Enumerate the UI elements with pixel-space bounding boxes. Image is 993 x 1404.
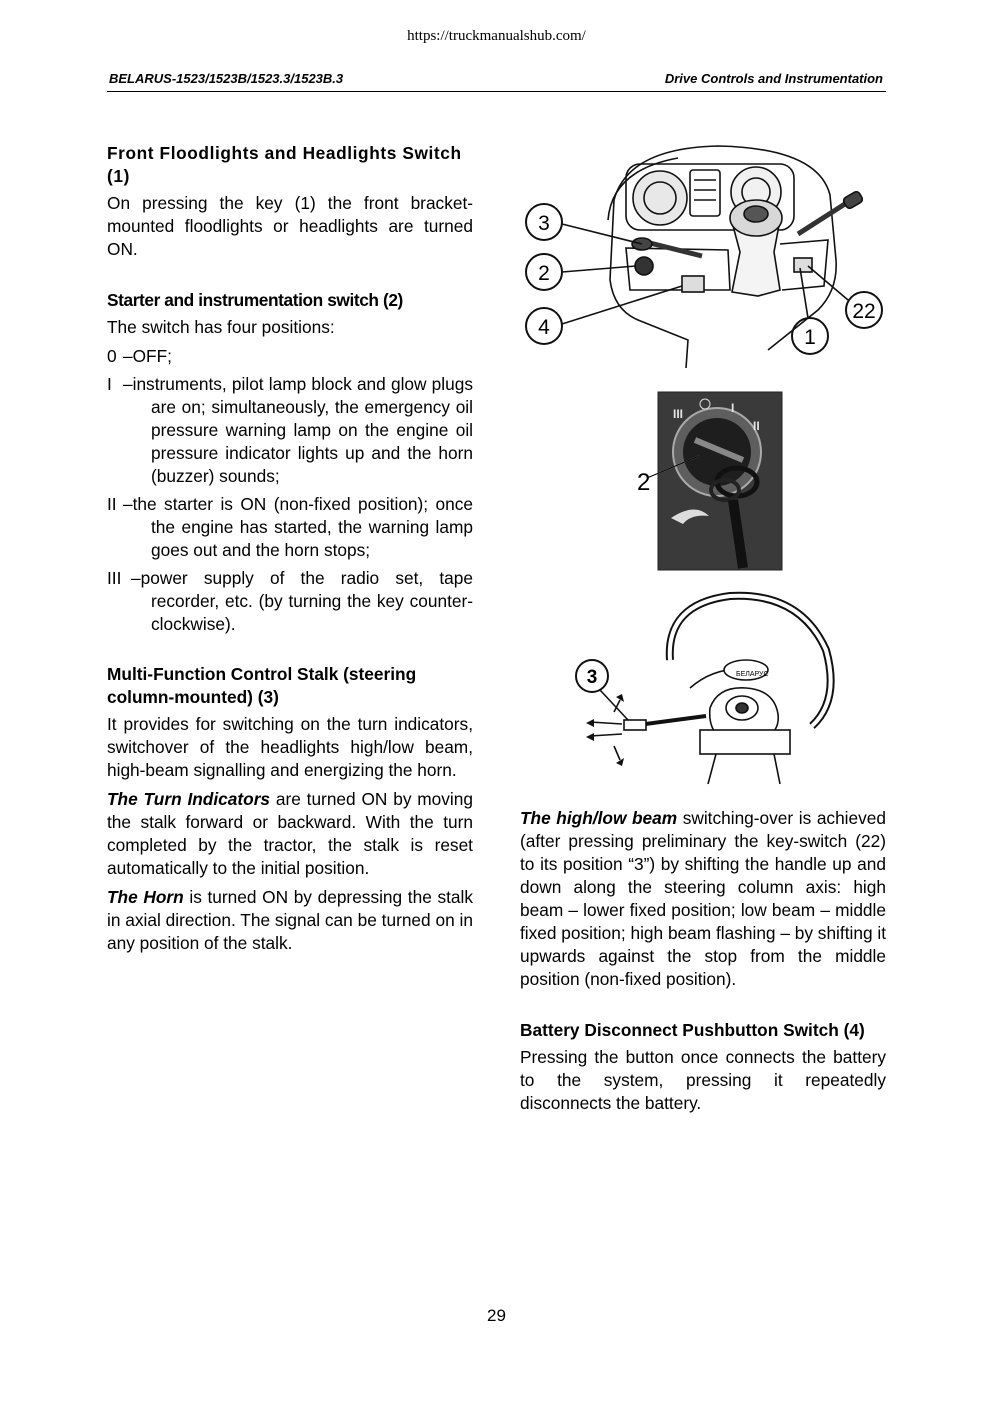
dashboard-figure (518, 140, 890, 368)
ignition-mark-II: II (753, 419, 760, 433)
starter-position-0 (107, 345, 473, 368)
steering-logo: БЕЛАРУС (736, 671, 769, 678)
floodlights-text: On pressing the key (1) the front bracket-mounted floodlights or headlights are turned ON. (107, 193, 473, 259)
horn-paragraph (107, 886, 473, 955)
ignition-figure (625, 390, 785, 572)
header-rule (107, 91, 886, 92)
ignition-mark-I: I (731, 401, 735, 415)
left-column (107, 142, 473, 961)
ignition-mark-III: III (673, 407, 684, 421)
beam-lead: The high/low beam (520, 808, 678, 828)
position-text: –power supply of the radio set, tape recorder, etc. (by turning the key counter-clockwise). (131, 568, 473, 634)
steering-callout-3: 3 (586, 667, 598, 688)
stalk-title: Multi-Function Control Stalk (steering column-mounted) (3) (107, 664, 417, 707)
starter-title: Starter and instrumentation switch (2) (107, 290, 403, 310)
battery-text: Pressing the button once connects the battery to the system, pressing it repeatedly disconnects the battery. (520, 1047, 886, 1113)
turn-indicators-paragraph (107, 788, 473, 880)
starter-position-1 (107, 373, 473, 488)
right-column (520, 807, 886, 1121)
horn-text: is turned ON by depressing the stalk in axial direction. The signal can be turned on in any position of the stalk. (107, 887, 473, 953)
battery-title: Battery Disconnect Pushbutton Switch (4) (520, 1020, 865, 1040)
position-text: –OFF; (123, 346, 172, 366)
beam-text: switching-over is achieved (after pressing preliminary the key-switch (22) to its position “3”) by shifting the handle up and down along the steering column axis: high beam – lower fixed position; low beam – middle fixed position; high beam flashing – by shifting it upwards against the stop from the middle position (non-fixed position). (520, 808, 887, 989)
position-number: II (107, 494, 117, 514)
stalk-text: It provides for switching on the turn indicators, switchover of the headlights high/low beam, high-beam signalling and energizing the horn. (107, 714, 473, 780)
position-number: 0 (107, 346, 117, 366)
dashboard-callout-1: 1 (804, 326, 816, 349)
starter-position-2 (107, 493, 473, 562)
position-number: I (107, 374, 112, 394)
dashboard-callout-22: 22 (852, 300, 876, 323)
header-model: BELARUS-1523/1523B/1523.3/1523B.3 (109, 71, 344, 86)
starter-intro: The switch has four positions: (107, 317, 335, 337)
position-text: –the starter is ON (non-fixed position); once the engine has started, the warning lamp goes out and the horn stops; (123, 494, 473, 560)
dashboard-callout-2: 2 (538, 262, 550, 285)
ignition-callout-2: 2 (637, 469, 651, 496)
horn-lead: The Horn (107, 887, 184, 907)
turn-indicators-lead: The Turn Indicators (107, 789, 271, 809)
floodlights-title: Front Floodlights and Headlights Switch (1) (107, 143, 462, 186)
position-number: III (107, 568, 122, 588)
position-text: –instruments, pilot lamp block and glow plugs are on; simultaneously, the emergency oil pressure warning lamp on the engine oil pressure indicator lights up and the horn (buzzer) sounds; (123, 374, 473, 486)
source-url: https://truckmanualshub.com/ (407, 28, 586, 44)
dashboard-callout-3: 3 (538, 212, 550, 235)
beam-paragraph (520, 807, 886, 991)
turn-indicators-text: are turned ON by moving the stalk forward or backward. With the turn completed by the tractor, the stalk is reset automatically to the initial position. (107, 789, 473, 878)
starter-position-3 (107, 567, 473, 636)
dashboard-callout-4: 4 (538, 316, 550, 339)
page-number: 29 (487, 1306, 506, 1325)
steering-figure (570, 590, 840, 786)
header-section: Drive Controls and Instrumentation (664, 71, 883, 86)
